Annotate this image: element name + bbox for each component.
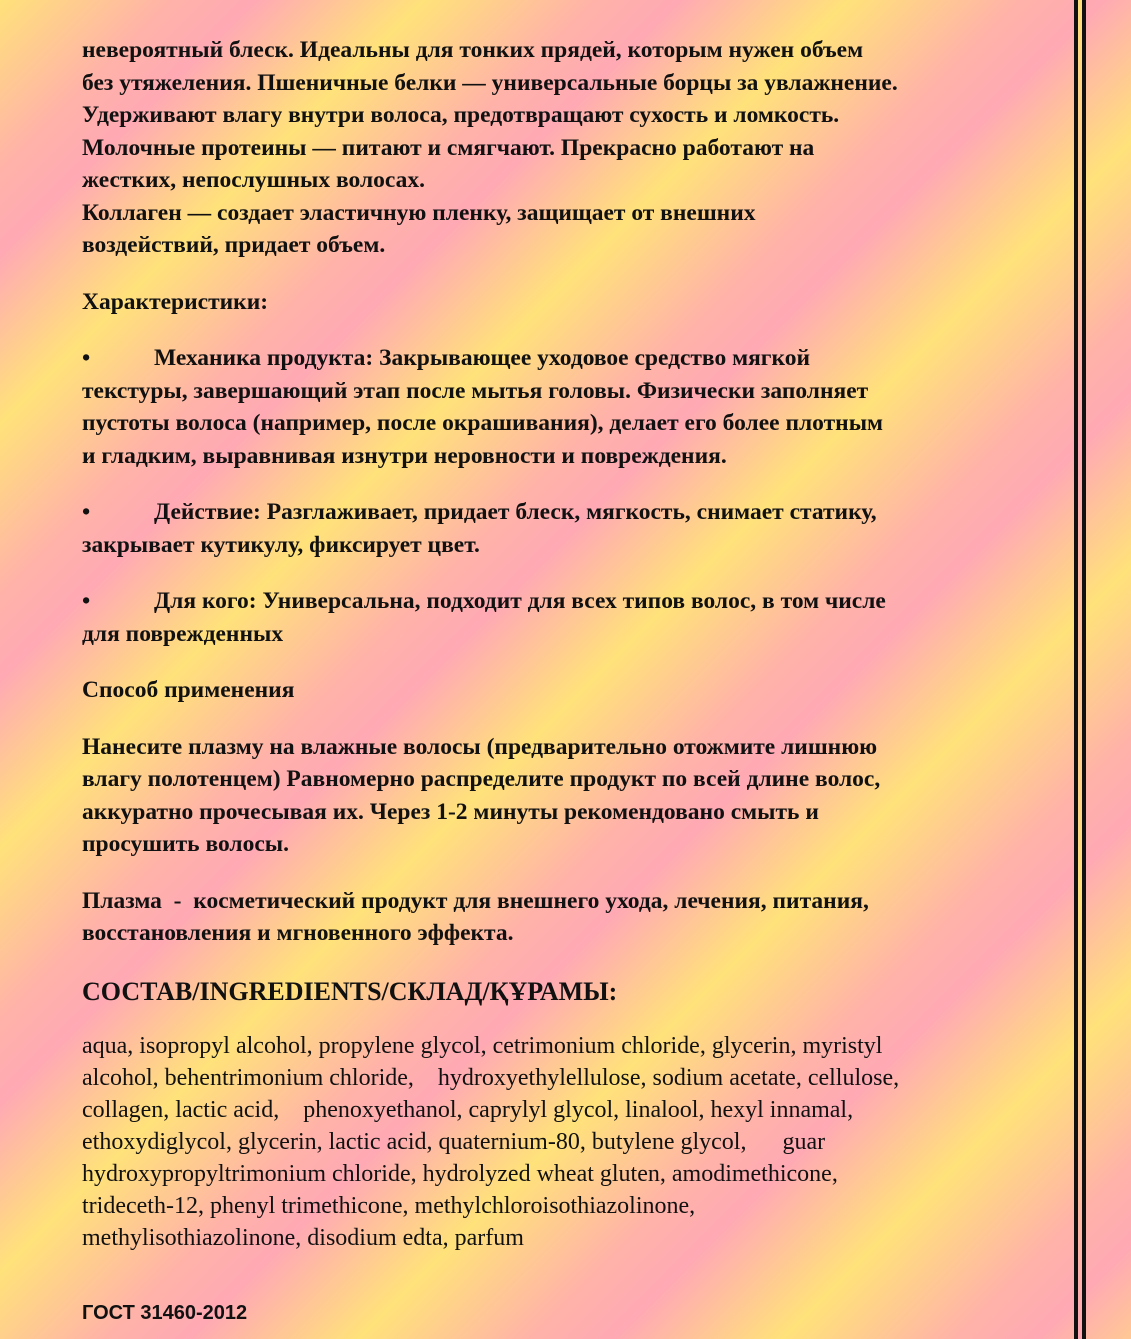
intro-line: Удерживают влагу внутри волоса, предотвращают сухость и ломкость. <box>82 102 840 128</box>
usage-heading: Способ применения <box>82 677 295 703</box>
usage-paragraph <box>82 731 1042 861</box>
ingredients-line: ethoxydiglycol, glycerin, lactic acid, quaternium-80, butylene glycol, guar <box>82 1128 826 1155</box>
plasma-paragraph <box>82 885 1042 950</box>
ingredients-line: trideceth-12, phenyl trimethicone, methylchloroisothiazolinone, <box>82 1192 696 1219</box>
bullet-first-line: Механика продукта: Закрывающее уходовое средство мягкой <box>154 345 811 371</box>
usage-line: Нанесите плазму на влажные волосы (предварительно отожмите лишнюю <box>82 733 878 760</box>
ingredients-line: alcohol, behentrimonium chloride, hydroxyethylellulose, sodium acetate, cellulose, <box>82 1064 900 1091</box>
intro-paragraph <box>82 34 1042 262</box>
usage-line: влагу полотенцем) Равномерно распределите продукт по всей длине волос, <box>82 766 881 792</box>
bullet-line: и гладким, выравнивая изнутри неровности и повреждения. <box>82 442 727 469</box>
bullet-first-line: Действие: Разглаживает, придает блеск, мягкость, снимает статику, <box>154 499 877 525</box>
ingredients-list <box>82 1030 1042 1254</box>
intro-line: воздействий, придает объем. <box>82 232 386 258</box>
plasma-line: восстановления и мгновенного эффекта. <box>82 920 514 946</box>
bullet-mark: • <box>82 345 91 371</box>
document-page <box>82 34 1042 1254</box>
bullet-line: закрывает кутикулу, фиксирует цвет. <box>82 531 480 558</box>
plasma-line: Плазма - косметический продукт для внешнего ухода, лечения, питания, <box>82 887 869 914</box>
ingredients-line: methylisothiazolinone, disodium edta, parfum <box>82 1224 524 1251</box>
bullet-item <box>82 585 1042 650</box>
intro-line: Молочные протеины — питают и смягчают. Прекрасно работают на <box>82 134 815 161</box>
gost-standard-label: ГОСТ 31460-2012 <box>82 1302 248 1324</box>
page-right-border <box>1074 0 1086 1339</box>
ingredients-heading: СОСТАВ/INGREDIENTS/СКЛАД/ҚҰРАМЫ: <box>82 976 618 1006</box>
bullet-item <box>82 496 1042 561</box>
intro-line: Коллаген — создает эластичную пленку, защищает от внешних <box>82 199 756 226</box>
bullet-item <box>82 342 1042 472</box>
intro-line: жестких, непослушных волосах. <box>82 167 425 193</box>
ingredients-line: collagen, lactic acid, phenoxyethanol, caprylyl glycol, linalool, hexyl innamal, <box>82 1096 854 1123</box>
characteristics-heading: Характеристики: <box>82 288 269 315</box>
bullet-mark: • <box>82 588 91 614</box>
usage-line: просушить волосы. <box>82 831 290 857</box>
bullet-line: для поврежденных <box>82 620 284 647</box>
usage-line: аккуратно прочесывая их. Через 1-2 минуты рекомендовано смыть и <box>82 798 819 825</box>
bullet-line: текстуры, завершающий этап после мытья головы. Физически заполняет <box>82 377 869 404</box>
ingredients-line: hydroxypropyltrimonium chloride, hydrolyzed wheat gluten, amodimethicone, <box>82 1160 838 1187</box>
intro-line: невероятный блеск. Идеальны для тонких прядей, которым нужен объем <box>82 37 864 63</box>
ingredients-line: aqua, isopropyl alcohol, propylene glycol, cetrimonium chloride, glycerin, myristyl <box>82 1032 883 1059</box>
bullet-mark: • <box>82 499 91 525</box>
intro-line: без утяжеления. Пшеничные белки — универсальные борцы за увлажнение. <box>82 69 898 96</box>
bullet-line: пустоты волоса (например, после окрашивания), делает его более плотным <box>82 410 884 436</box>
bullet-first-line: Для кого: Универсальна, подходит для всех типов волос, в том числе <box>154 588 886 614</box>
